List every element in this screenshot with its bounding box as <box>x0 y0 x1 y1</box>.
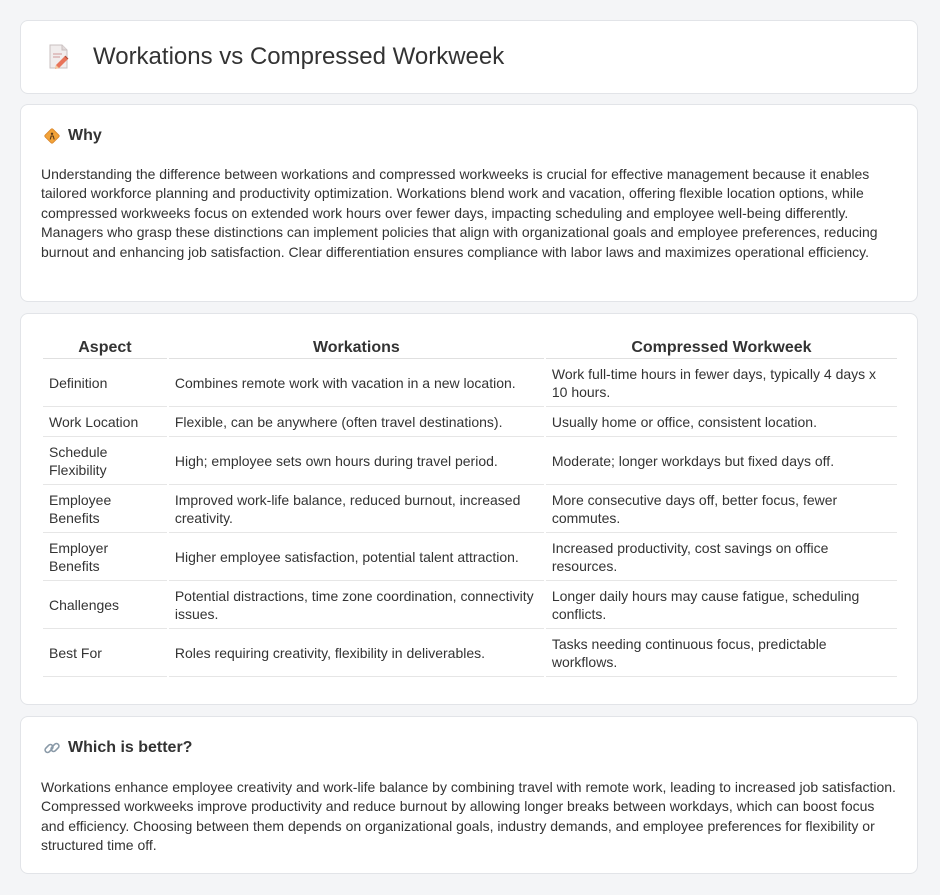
link-icon <box>43 739 61 757</box>
row-workations: Roles requiring creativity, flexibility in deliverables. <box>169 629 544 677</box>
row-workations: High; employee sets own hours during travel period. <box>169 437 544 485</box>
better-heading: Which is better? <box>68 739 193 756</box>
why-heading-row <box>43 127 102 145</box>
title-row <box>47 43 504 71</box>
row-aspect: Schedule Flexibility <box>43 437 167 485</box>
header-workations: Workations <box>169 334 544 359</box>
comparison-table <box>41 334 899 677</box>
table-row <box>43 629 897 677</box>
table-row <box>43 407 897 437</box>
row-aspect: Challenges <box>43 581 167 629</box>
table-row <box>43 437 897 485</box>
row-aspect: Best For <box>43 629 167 677</box>
row-compressed: Moderate; longer workdays but fixed days off. <box>546 437 897 485</box>
row-workations: Flexible, can be anywhere (often travel destinations). <box>169 407 544 437</box>
why-heading: Why <box>68 127 102 144</box>
better-text: Workations enhance employee creativity and work-life balance by combining travel with remote work, leading to increased job satisfaction. Compressed workweeks improve productivity and reduce burnout by allowing longer breaks between workdays, which can boost focus and efficiency. Choosing between them depends on organizational goals, industry demands, and employee preferences for flexibility or structured time off. <box>41 779 896 854</box>
row-compressed: Longer daily hours may cause fatigue, scheduling conflicts. <box>546 581 897 629</box>
row-workations: Higher employee satisfaction, potential talent attraction. <box>169 533 544 581</box>
header-aspect: Aspect <box>43 334 167 359</box>
warning-sign-icon <box>43 127 61 145</box>
row-compressed: Work full-time hours in fewer days, typically 4 days x 10 hours. <box>546 359 897 407</box>
row-compressed: Usually home or office, consistent location. <box>546 407 897 437</box>
row-aspect: Employee Benefits <box>43 485 167 533</box>
table-row <box>43 581 897 629</box>
title-card <box>20 20 918 94</box>
why-text: Understanding the difference between workations and compressed workweeks is crucial for effective management because it enables tailored workforce planning and productivity optimization. Workations blend work and vacation, offering flexible location options, while compressed workweeks focus on extended work hours over fewer days, impacting scheduling and employee well-being differently. Managers who grasp these distinctions can implement policies that align with organizational goals and employee preferences, reducing burnout and enhancing job satisfaction. Clear differentiation ensures compliance with labor laws and maximizes operational efficiency. <box>41 166 878 260</box>
table-row <box>43 359 897 407</box>
row-aspect: Work Location <box>43 407 167 437</box>
row-workations: Combines remote work with vacation in a new location. <box>169 359 544 407</box>
page-title: Workations vs Compressed Workweek <box>93 43 505 70</box>
table-header-row <box>43 334 897 359</box>
better-card <box>20 716 918 874</box>
row-compressed: Increased productivity, cost savings on office resources. <box>546 533 897 581</box>
table-row <box>43 533 897 581</box>
row-aspect: Employer Benefits <box>43 533 167 581</box>
header-compressed-workweek: Compressed Workweek <box>546 334 897 359</box>
table-row <box>43 485 897 533</box>
row-aspect: Definition <box>43 359 167 407</box>
document-pencil-icon <box>47 44 71 70</box>
row-workations: Potential distractions, time zone coordination, connectivity issues. <box>169 581 544 629</box>
why-card <box>20 104 918 302</box>
better-heading-row <box>43 739 192 757</box>
table-card <box>20 313 918 705</box>
row-compressed: Tasks needing continuous focus, predictable workflows. <box>546 629 897 677</box>
row-workations: Improved work-life balance, reduced burnout, increased creativity. <box>169 485 544 533</box>
row-compressed: More consecutive days off, better focus, fewer commutes. <box>546 485 897 533</box>
